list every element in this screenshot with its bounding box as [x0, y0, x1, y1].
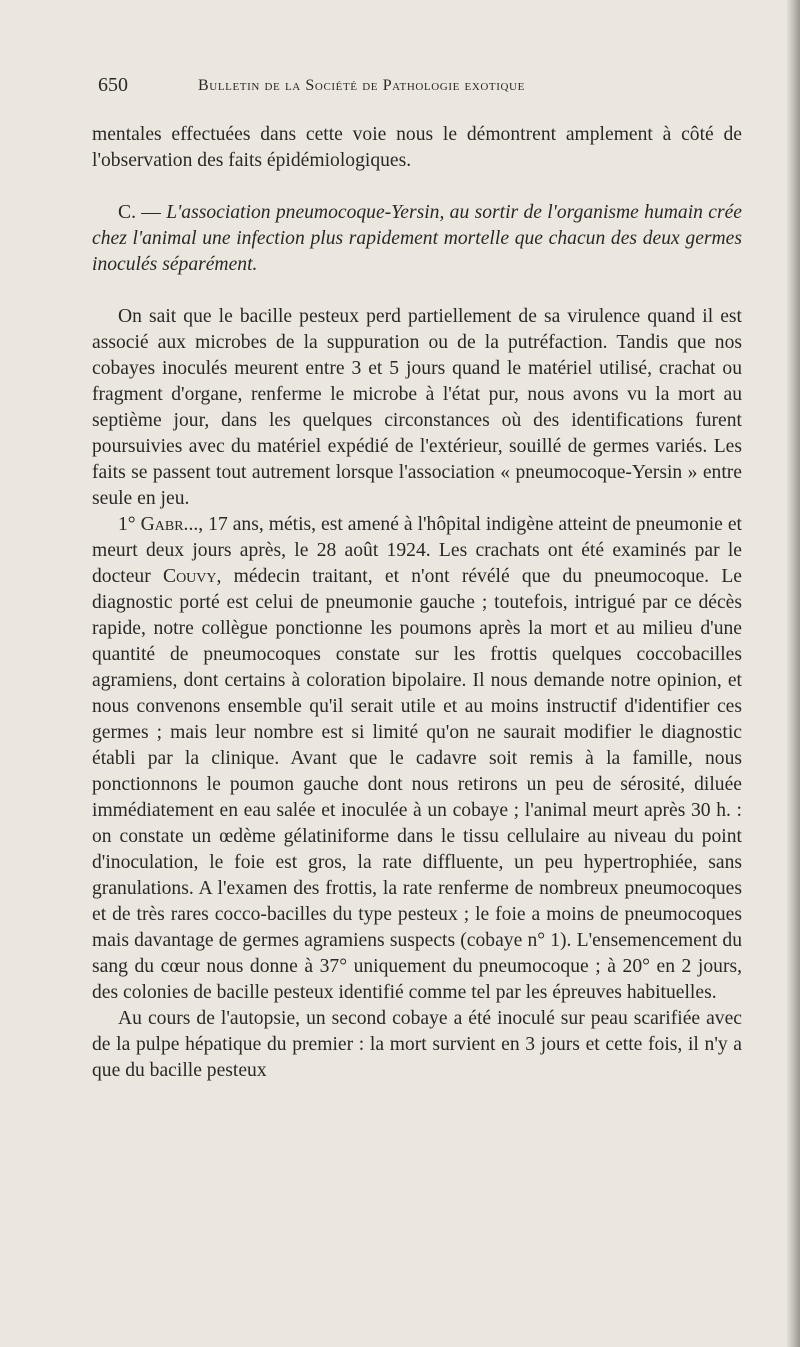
case-text-a: , 17 ans, métis, est amené à l'hôpital indigène atteint de pneumonie et meurt deux jours après, le 28 août 1924. Les crachats ont été examinés par le docteur: [92, 514, 742, 587]
doctor-name: Couvy: [163, 566, 217, 587]
paragraph-autopsy: Au cours de l'autopsie, un second cobaye a été inoculé sur peau scarifiée avec de la pulpe hépatique du premier : la mort survient en 3 jours et cette fois, il n'y a que du bacille pesteux: [92, 1008, 742, 1081]
section-c-text: L'association pneumocoque-Yersin, au sortir de l'organisme humain crée chez l'animal une infection plus rapidement mortelle que chacun des deux germes inoculés séparément.: [92, 202, 742, 275]
paragraph-virulence: On sait que le bacille pesteux perd partiellement de sa virulence quand il est associé aux microbes de la suppuration ou de la putréfaction. Tandis que nos cobayes inoculés meurent entre 3 et 5 jours quand le matériel utilisé, crachat ou fragment d'organe, renferme le microbe à l'état pur, nous avons vu la mort au septième jour, dans les quelques circonstances où des identifications furent poursuivies avec du matériel expédié de l'extérieur, souillé de germes variés. Les faits se passent tout autrement lorsque l'association « pneumocoque-Yersin » entre seule en jeu.: [92, 306, 742, 509]
section-c-heading: [92, 200, 742, 278]
page-edge-shadow: [786, 0, 800, 1347]
page-header: [98, 74, 646, 104]
case-number: 1°: [118, 514, 136, 535]
paragraph-continuation: mentales effectuées dans cette voie nous le démontrent amplement à côté de l'observation des faits épidémiologiques.: [92, 124, 742, 171]
running-head: Bulletin de la Société de Pathologie exotique: [198, 77, 525, 94]
section-c-label: C. —: [118, 202, 161, 223]
patient-name: Gabr...: [140, 514, 199, 535]
paragraph-case-1: [92, 512, 742, 1006]
case-text-b: , médecin traitant, et n'ont révélé que du pneumocoque. Le diagnostic porté est celui de pneumonie gauche ; toutefois, intrigué par ce décès rapide, notre collègue ponctionne les poumons après la mort et au milieu d'une quantité de pneumocoques constate sur les frottis quelques coccobacilles agramiens, dont certains à coloration bipolaire. Il nous demande notre opinion, et nous convenons ensemble qu'il serait utile et au moins instructif d'identifier ces germes ; mais leur nombre est si limité qu'on ne saurait modifier le diagnostic établi par la clinique. Avant que le cadavre soit remis à la famille, nous ponctionnons le poumon gauche dont nous retirons un peu de sérosité, diluée immédiatement en eau salée et inoculée à un cobaye ; l'animal meurt après 30 h. : on constate un œdème gélatiniforme dans le tissu cellulaire au niveau du point d'inoculation, le foie est gros, la rate diffluente, un peu hypertrophiée, sans granulations. A l'examen des frottis, la rate renferme de nombreux pneumocoques et de très rares cocco-bacilles du type pesteux ; le foie a moins de pneumocoques mais davantage de germes agramiens suspects (cobaye n° 1). L'ensemencement du sang du cœur nous donne à 37° uniquement du pneumocoque ; à 20° en 2 jours, des colonies de bacille pesteux identifié comme tel par les épreuves habituelles.: [92, 566, 742, 1003]
article-body: [92, 122, 742, 1084]
page-number: 650: [98, 74, 128, 96]
